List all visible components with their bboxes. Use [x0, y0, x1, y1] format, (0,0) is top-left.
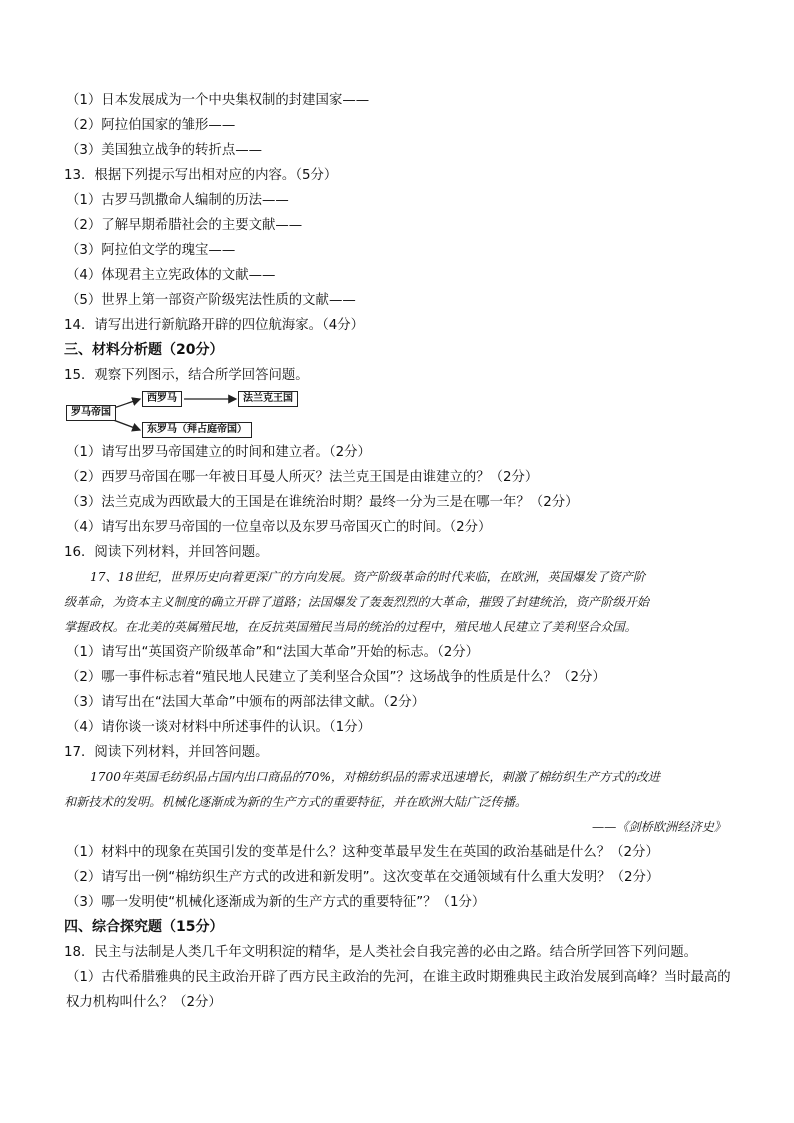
section-heading-3: 三、材料分析题（20分）	[64, 342, 224, 358]
question-line: （1）请写出“英国资产阶级革命”和“法国大革命”开始的标志。（2分）	[66, 645, 480, 660]
box-western-rome: 西罗马	[142, 391, 182, 407]
question-line: （4）体现君主立宪政体的文献——	[66, 268, 276, 283]
question-line: （4）请你谈一谈对材料中所述事件的认识。（1分）	[66, 720, 371, 735]
question-line: （1）古代希腊雅典的民主政治开辟了西方民主政治的先河，在谁主政时期雅典民主政治发展到高峰？当时最高的权力机构叫什么？（2分）	[66, 970, 731, 1010]
question-line: （1）材料中的现象在英国引发的变革是什么？这种变革最早发生在英国的政治基础是什么？（2分）	[66, 845, 659, 860]
question-line: （3）请写出在“法国大革命”中颁布的两部法律文献。（2分）	[66, 695, 425, 710]
box-eastern-rome: 东罗马（拜占庭帝国）	[142, 422, 252, 438]
material-text: 级革命，为资本主义制度的确立开辟了道路；法国爆发了轰轰烈烈的大革命，摧毁了封建统治，资产阶级开始	[64, 595, 649, 609]
question-line: （3）法兰克成为西欧最大的王国是在谁统治时期？最终一分为三是在哪一年？（2分）	[66, 495, 579, 510]
question-line: （2）了解早期希腊社会的主要文献——	[66, 218, 303, 233]
question-line: （4）请写出东罗马帝国的一位皇帝以及东罗马帝国灭亡的时间。（2分）	[66, 520, 492, 535]
question-line: （3）阿拉伯文学的瑰宝——	[66, 243, 236, 258]
question-line: （2）西罗马帝国在哪一年被日耳曼人所灭？法兰克王国是由谁建立的？（2分）	[66, 470, 539, 485]
question-line: （1）日本发展成为一个中央集权制的封建国家——	[66, 93, 370, 108]
question-17: 17．阅读下列材料，并回答问题。	[64, 745, 269, 760]
box-roman-empire: 罗马帝国	[66, 405, 116, 421]
question-18: 18．民主与法制是人类几千年文明积淀的精华，是人类社会自我完善的必由之路。结合所学回答下列问题。	[64, 945, 698, 960]
material-text: 1700年英国毛纺织品占国内出口商品的70%，对棉纺织品的需求迅速增长，刺激了棉纺织生产方式的改进	[90, 770, 660, 784]
question-line: （5）世界上第一部资产阶级宪法性质的文献——	[66, 293, 356, 308]
box-frankish-kingdom: 法兰克王国	[238, 391, 298, 407]
question-line: （1）请写出罗马帝国建立的时间和建立者。（2分）	[66, 445, 371, 460]
question-13: 13．根据下列提示写出相对应的内容。（5分）	[64, 168, 338, 183]
section-heading-4: 四、综合探究题（15分）	[64, 919, 224, 935]
material-text: 和新技术的发明。机械化逐渐成为新的生产方式的重要特征，并在欧洲大陆广泛传播。	[64, 795, 528, 809]
question-line: （2）阿拉伯国家的雏形——	[66, 118, 236, 133]
question-14: 14．请写出进行新航路开辟的四位航海家。（4分）	[64, 318, 365, 333]
question-line: （2）请写出一例“棉纺织生产方式的改进和新发明”。这次变革在交通领域有什么重大发明？（2分）	[66, 870, 660, 885]
rome-diagram	[64, 388, 734, 440]
material-text: 17、18世纪，世界历史向着更深广的方向发展。资产阶级革命的时代来临，在欧洲，英国爆发了资产阶	[90, 570, 646, 584]
question-15: 15．观察下列图示，结合所学回答问题。	[64, 368, 309, 383]
exam-page	[64, 88, 734, 1015]
question-line: （3）哪一发明使“机械化逐渐成为新的生产方式的重要特征”？（1分）	[66, 895, 486, 910]
question-line: （3）美国独立战争的转折点——	[66, 143, 262, 158]
question-line: （1）古罗马凯撒命人编制的历法——	[66, 193, 289, 208]
material-text: 掌握政权。在北美的英属殖民地，在反抗英国殖民当局的统治的过程中，殖民地人民建立了美利坚合众国。	[64, 620, 637, 634]
material-source: ——《剑桥欧洲经济史》	[591, 820, 726, 834]
question-16: 16．阅读下列材料，并回答问题。	[64, 545, 269, 560]
question-line: （2）哪一事件标志着“殖民地人民建立了美利坚合众国”？这场战争的性质是什么？（2分）	[66, 670, 606, 685]
